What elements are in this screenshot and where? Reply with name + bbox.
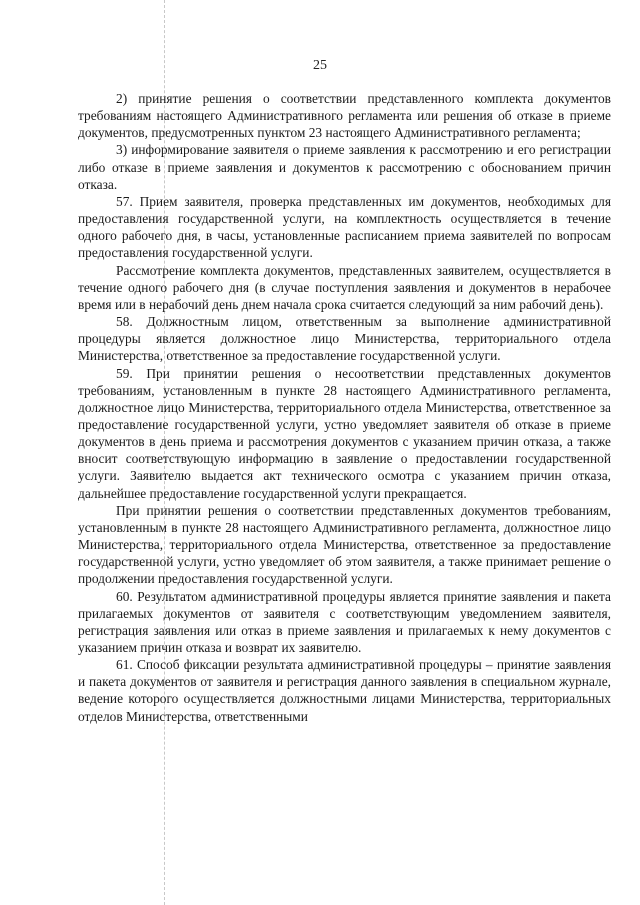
document-body — [78, 90, 611, 725]
paragraph-60: 60. Результатом административной процедуры является принятие заявления и пакета прилагаемых документов от заявителя с соответствующим уведомлением заявителя, регистрация заявления или отказ в приеме заявления и прилагаемых к нему документов с указанием причин отказа и возврат их заявителю. — [78, 588, 611, 655]
paragraph-57: 57. Прием заявителя, проверка представленных им документов, необходимых для предоставления государственной услуги, на комплектность осуществляется в течение одного рабочего дня, в часы, установленные расписанием приема заявителей по вопросам предоставления государственной услуги. — [78, 193, 611, 261]
paragraph-59-acceptance: При принятии решения о соответствии представленных документов требованиям, установленным в пункте 28 настоящего Административного регламента, должностное лицо Министерства, территориального отдела Министерства, ответственное за предоставление государственной услуги, устно уведомляет об этом заявителя, а также принимает решение о продолжении предоставления государственной услуги. — [78, 502, 611, 587]
page-number: 25 — [313, 58, 327, 73]
paragraph-item-2-decision: 2) принятие решения о соответствии представленного комплекта документов требованиям настоящего Административного регламента или решения об отказе в приеме документов, предусмотренных пунктом 23 настоящего Административного регламента; — [78, 91, 611, 141]
paragraph-59: 59. При принятии решения о несоответствии представленных документов требованиям, установленным в пункте 28 настоящего Административного регламента, должностное лицо Министерства, территориального отдела Министерства, ответственное за предоставление государственной услуги, устно уведомляет заявителя об отказе в приеме документов в день приема и рассмотрения документов с указанием причин отказа, а также вносит соответствующую информацию в заявление о предоставлении государственной услуги. Заявителю выдается акт технического осмотра с указанием причин отказа, дальнейшее предоставление государственной услуги прекращается. — [78, 365, 611, 501]
paragraph-61: 61. Способ фиксации результата административной процедуры – принятие заявления и пакета документов от заявителя и регистрация данного заявления в специальном журнале, ведение которого осуществляется должностными лицами Министерства, территориальных отделов Министерства, ответственными — [78, 657, 611, 724]
paragraph-item-3-notification: 3) информирование заявителя о приеме заявления к рассмотрению и его регистрации либо отказе в приеме заявления и документов к рассмотрению с обоснованием причин отказа. — [78, 142, 611, 192]
paragraph-57-review: Рассмотрение комплекта документов, представленных заявителем, осуществляется в течение одного рабочего дня (в случае поступления заявления и документов в нерабочее время или в нерабочий день днем начала срока считается следующий за ним рабочий день). — [78, 262, 611, 312]
paragraph-58: 58. Должностным лицом, ответственным за выполнение административной процедуры является должностное лицо Министерства, территориального отдела Министерства, ответственное за предоставление государственной услуги. — [78, 314, 611, 364]
